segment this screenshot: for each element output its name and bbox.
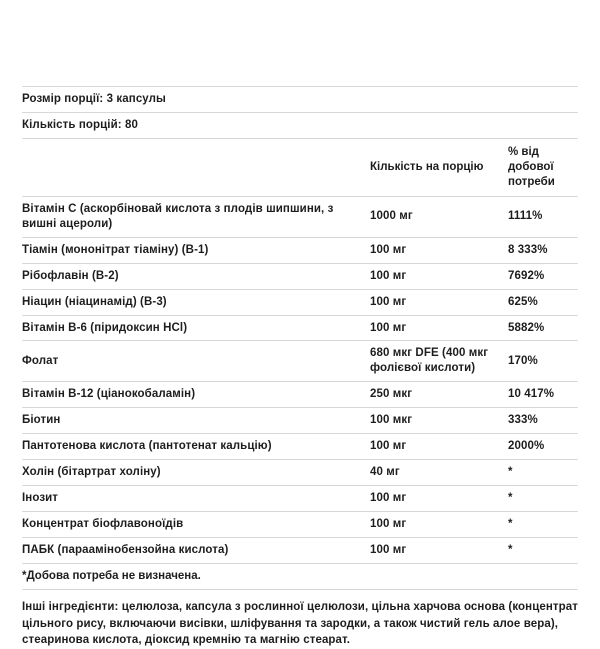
servings-per-container-row <box>22 113 578 139</box>
nutrient-name: Концентрат біофлавоноїдів <box>22 518 184 530</box>
nutrient-dv: 5882% <box>508 321 545 334</box>
table-row <box>22 341 578 382</box>
daily-value-footnote <box>22 564 578 590</box>
nutrient-dv: * <box>508 466 513 479</box>
nutrient-name: Тіамін (мононітрат тіаміну) (B-1) <box>22 243 209 256</box>
other-ingredients-paragraph: Інші інгредієнти: целюлоза, капсула з рослинної целюлози, цільна харчова основа (концентрат цільного рису, включаючи висівки, шліфування та зародки, а також чистий гель алое вера), стеаринова кислота, діоксид кремнію та магнію стеарат. <box>22 600 579 647</box>
nutrient-name: ПАБК (параамінобензойна кислота) <box>22 543 229 556</box>
supplement-facts-panel <box>22 86 578 649</box>
nutrient-name: Рібофлавін (B-2) <box>22 269 119 282</box>
table-row <box>22 434 578 460</box>
nutrient-dv: 625% <box>508 295 538 308</box>
nutrient-dv: * <box>508 543 513 556</box>
table-row <box>22 290 578 316</box>
nutrient-amount: 40 мг <box>370 466 400 479</box>
nutrient-dv: 170% <box>508 354 538 367</box>
nutrient-amount: 250 мкг <box>370 388 413 401</box>
serving-size-row <box>22 87 578 113</box>
nutrient-dv: * <box>508 518 513 530</box>
nutrient-name: Інозит <box>22 492 59 505</box>
nutrient-name: Ніацин (ніацинамід) (B-3) <box>22 295 167 308</box>
table-row <box>22 382 578 408</box>
servings-per-container-text: Кількість порцій: 80 <box>22 119 138 131</box>
nutrient-amount: 100 мг <box>370 269 407 282</box>
table-header-row <box>22 139 578 197</box>
nutrient-amount: 680 мкг DFE (400 мкг фолієвої кислоти) <box>370 347 489 375</box>
nutrient-dv: 7692% <box>508 269 545 282</box>
nutrient-amount: 1000 мг <box>370 210 413 223</box>
nutrient-dv: 8 333% <box>508 243 548 256</box>
table-row <box>22 197 578 238</box>
nutrient-amount: 100 мкг <box>370 414 413 427</box>
nutrient-dv: * <box>508 492 513 505</box>
nutrient-name: Вітамін B-6 (піридоксин HCl) <box>22 321 188 334</box>
table-row <box>22 264 578 290</box>
nutrient-amount: 100 мг <box>370 321 407 334</box>
nutrient-amount: 100 мг <box>370 518 407 530</box>
table-row <box>22 538 578 564</box>
nutrient-name: Біотин <box>22 414 61 427</box>
nutrient-amount: 100 мг <box>370 440 407 453</box>
table-row <box>22 460 578 486</box>
nutrient-name: Вітамін C (аскорбіновай кислота з плодів шипшини, з вишні ацероли) <box>22 202 334 230</box>
nutrient-amount: 100 мг <box>370 543 407 556</box>
nutrient-amount: 100 мг <box>370 243 407 256</box>
nutrient-dv: 10 417% <box>508 388 555 401</box>
nutrient-name: Вітамін B-12 (ціанокобаламін) <box>22 388 196 401</box>
nutrient-dv: 1111% <box>508 210 543 223</box>
nutrient-name: Фолат <box>22 354 59 367</box>
table-row <box>22 486 578 512</box>
nutrient-amount: 100 мг <box>370 295 407 308</box>
nutrient-name: Пантотенова кислота (пантотенат кальцію) <box>22 440 272 453</box>
footnote-text: *Добова потреба не визначена. <box>22 569 201 582</box>
table-row <box>22 512 578 538</box>
nutrient-name: Холін (бітартрат холіну) <box>22 466 161 479</box>
table-row <box>22 238 578 264</box>
header-amount-per-serving: Кількість на порцію <box>370 160 484 173</box>
nutrient-amount: 100 мг <box>370 492 407 505</box>
table-row <box>22 316 578 342</box>
header-daily-value: % від добової потреби <box>508 146 555 188</box>
nutrient-dv: 2000% <box>508 440 545 453</box>
table-row <box>22 408 578 434</box>
nutrient-dv: 333% <box>508 414 538 427</box>
serving-size-text: Розмір порції: 3 капсулы <box>22 93 166 105</box>
